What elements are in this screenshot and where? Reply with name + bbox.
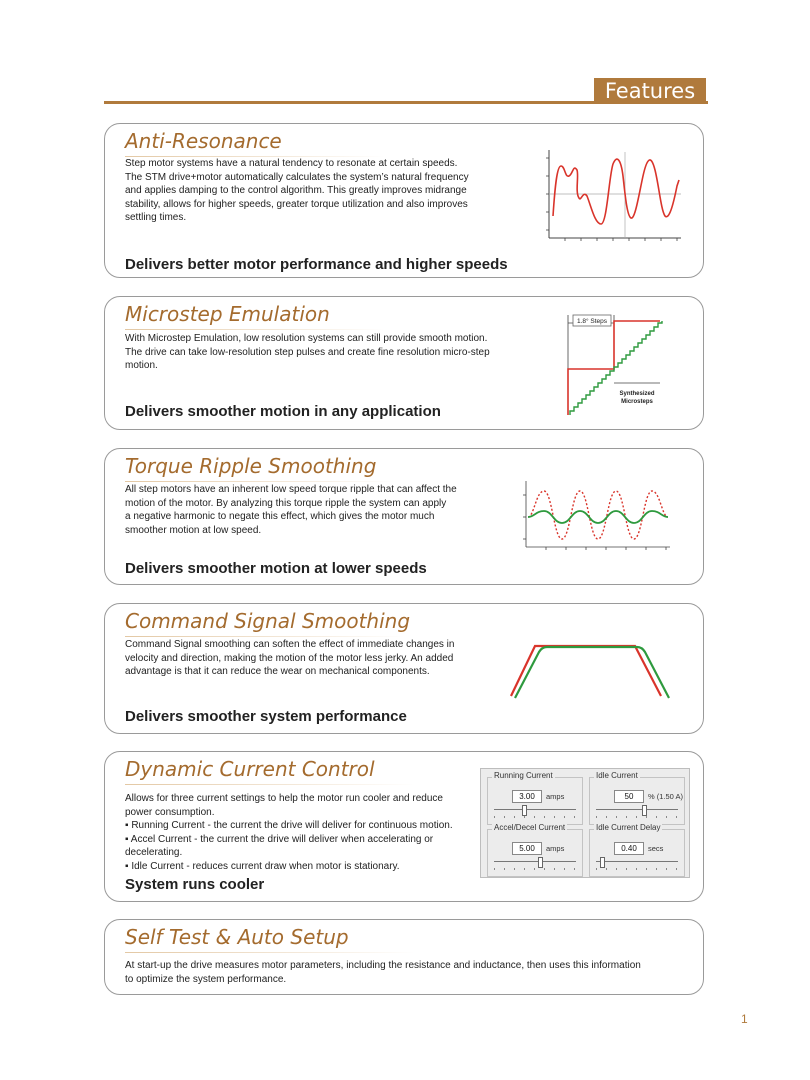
- idle-delay-slider-track: [596, 861, 678, 862]
- running-current-group: [487, 771, 583, 825]
- running-current-slider-thumb[interactable]: [522, 805, 527, 816]
- slider-ticks: [494, 868, 576, 870]
- card-body: At start-up the drive measures motor parameters, including the resistance and inductance, then uses this information to optimize the system performance.: [125, 960, 641, 985]
- microstep-figure: [560, 307, 670, 419]
- list-item: ▪ Idle Current - reduces current draw when motor is stationary.: [125, 860, 475, 874]
- idle-delay-field[interactable]: 0.40: [614, 842, 644, 855]
- card-body: Command Signal smoothing can soften the effect of immediate changes in velocity and direction, making the motion of the motor less jerky. An added advantage is that it can reduce the wear on mechanical components.: [125, 639, 455, 678]
- title-underline: [125, 784, 415, 785]
- torque-ripple-figure: [520, 477, 675, 555]
- card-title: Self Test & Auto Setup: [125, 925, 349, 949]
- current-settings-list: [125, 819, 475, 873]
- slider-ticks: [596, 868, 678, 870]
- slider-ticks: [596, 816, 678, 818]
- microstep-emulation-card: [104, 296, 704, 430]
- self-test-card: [104, 919, 704, 995]
- card-title: Torque Ripple Smoothing: [125, 454, 377, 478]
- unit-label: secs: [648, 844, 664, 853]
- title-underline: [125, 952, 415, 953]
- card-body: With Microstep Emulation, low resolution systems can still provide smooth motion. The drive can take low-resolution step pulses and create fine resolution micro-step motion.: [125, 333, 490, 372]
- idle-current-slider-thumb[interactable]: [642, 805, 647, 816]
- group-label: Accel/Decel Current: [494, 823, 566, 832]
- synth-label-2: Microsteps: [621, 399, 653, 405]
- running-current-slider-track: [494, 809, 576, 810]
- group-label: Idle Current Delay: [596, 823, 661, 832]
- slider-ticks: [494, 816, 576, 818]
- group-label: Running Current: [494, 771, 553, 780]
- idle-current-group: [589, 771, 685, 825]
- accel-current-group: [487, 823, 583, 877]
- group-label: Idle Current: [596, 771, 638, 780]
- accel-current-field[interactable]: 5.00: [512, 842, 542, 855]
- anti-resonance-card: [104, 123, 704, 278]
- resonance-waveform-figure: [545, 146, 685, 246]
- card-intro: Allows for three current settings to help the motor run cooler and reduce power consumption.: [125, 793, 443, 818]
- page-number: 1: [741, 1012, 748, 1026]
- card-title: Command Signal Smoothing: [125, 609, 411, 633]
- command-smoothing-figure: [505, 640, 675, 702]
- card-tagline: Delivers smoother motion in any application: [125, 403, 441, 420]
- card-tagline: Delivers smoother motion at lower speeds: [125, 560, 427, 577]
- accel-current-slider-thumb[interactable]: [538, 857, 543, 868]
- card-body: Step motor systems have a natural tendency to resonate at certain speeds. The STM drive+motor automatically calculates the system’s natural frequency and applies damping to the control algorithm. This greatly improves midrange stability, allows for higher speeds, greater torque utilization and also improves settling times.: [125, 158, 469, 224]
- command-signal-card: [104, 603, 704, 734]
- title-underline: [125, 481, 395, 482]
- accel-current-slider-track: [494, 861, 576, 862]
- running-current-field[interactable]: 3.00: [512, 790, 542, 803]
- idle-current-slider-track: [596, 809, 678, 810]
- unit-label: amps: [546, 844, 565, 853]
- list-item: ▪ Accel Current - the current the drive will deliver when accelerating or decelerating.: [125, 833, 475, 860]
- unit-label: amps: [546, 792, 565, 801]
- card-title: Microstep Emulation: [125, 302, 330, 326]
- card-tagline: Delivers smoother system performance: [125, 708, 407, 725]
- current-settings-panel: [480, 768, 690, 878]
- card-title: Anti-Resonance: [125, 129, 282, 153]
- card-body: All step motors have an inherent low speed torque ripple that can affect the motion of the motor. By analyzing this torque ripple the system can apply a negative harmonic to negate this effect, which gives the motor much smoother motion at low speed.: [125, 484, 457, 536]
- idle-current-field[interactable]: 50: [614, 790, 644, 803]
- title-underline: [125, 329, 385, 330]
- card-body: [125, 792, 475, 874]
- unit-label: % (1.50 A): [648, 792, 684, 801]
- steps-label: 1.8° Steps: [576, 318, 608, 325]
- section-tab: Features: [594, 78, 706, 104]
- idle-delay-group: [589, 823, 685, 877]
- card-tagline: Delivers better motor performance and higher speeds: [125, 256, 508, 273]
- title-underline: [125, 636, 405, 637]
- list-item: ▪ Running Current - the current the drive will deliver for continuous motion.: [125, 819, 475, 833]
- card-tagline: System runs cooler: [125, 876, 265, 893]
- torque-ripple-card: [104, 448, 704, 585]
- idle-delay-slider-thumb[interactable]: [600, 857, 605, 868]
- card-title: Dynamic Current Control: [125, 757, 375, 781]
- synth-label-1: Synthesized: [619, 391, 655, 397]
